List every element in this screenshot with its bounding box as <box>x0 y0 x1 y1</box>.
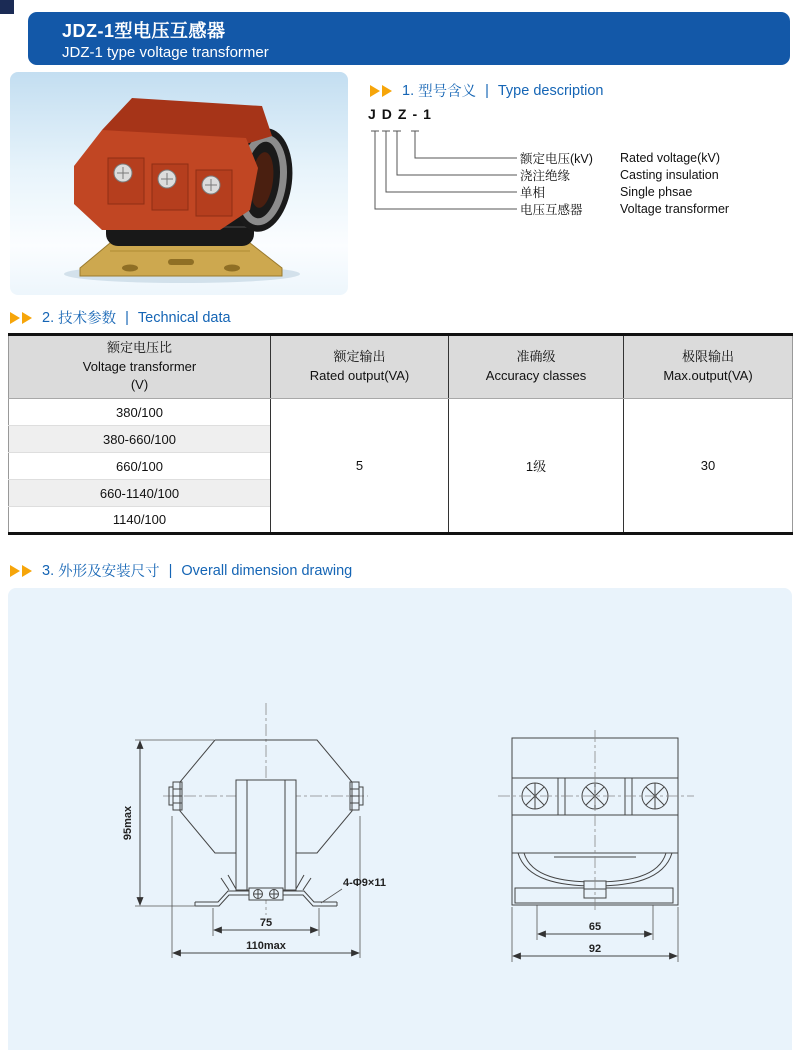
core-column <box>236 780 296 890</box>
max-output-cell: 30 <box>624 399 793 534</box>
accuracy-class-cell: 1级 <box>449 399 624 534</box>
legend-en: Rated voltage(kV) <box>620 151 721 165</box>
model-code: JDZ-1 <box>368 106 437 122</box>
dim-110max-label: 110max <box>246 940 286 952</box>
top-view-drawing <box>450 690 770 980</box>
page-header <box>28 12 790 65</box>
dim-hole-spacing <box>537 905 653 940</box>
legend-en: Single phsae <box>620 185 693 199</box>
legend-row <box>520 184 692 200</box>
section-title-en: Technical data <box>137 309 231 326</box>
front-view-drawing <box>100 690 420 980</box>
rated-output-cell: 5 <box>271 399 449 534</box>
double-arrow-icon <box>382 85 392 97</box>
double-arrow-icon <box>10 565 20 577</box>
voltage-ratio-cell: 380/100 <box>116 404 163 420</box>
legend-zh: 浇注绝缘 <box>520 169 571 183</box>
section-title-en: Overall dimension drawing <box>181 562 353 579</box>
col-header-accuracy-class: 准确级 Accuracy classes <box>449 335 624 399</box>
title-separator: | <box>485 82 489 99</box>
section-title-en: Type description <box>497 82 604 99</box>
slot-callout <box>321 877 386 903</box>
dim-92-label: 92 <box>588 943 602 955</box>
section-technical-data-title <box>10 307 231 328</box>
dim-95max-label: 95max <box>122 805 134 841</box>
dim-75-label: 75 <box>259 917 273 929</box>
technical-data-table <box>8 333 793 535</box>
legend-en: Casting insulation <box>620 168 719 182</box>
section-type-description-title <box>370 80 603 101</box>
product-photo-illustration <box>10 72 348 295</box>
col-header-rated-output: 额定输出 Rated output(VA) <box>271 335 449 399</box>
voltage-ratio-cell: 660/100 <box>116 458 163 474</box>
model-code-leader-lines <box>365 125 525 220</box>
voltage-ratio-cell: 380-660/100 <box>9 426 271 453</box>
section-title-zh: 型号含义 <box>418 84 477 100</box>
double-arrow-icon <box>370 85 380 97</box>
section-number: 3. <box>42 562 55 579</box>
dim-slots-label: 4-Φ9×11 <box>343 877 386 889</box>
legend-zh: 单相 <box>520 186 546 200</box>
table-row <box>9 399 793 426</box>
section-dimension-drawing-title <box>10 560 352 581</box>
dim-height <box>122 740 214 906</box>
title-separator: | <box>125 309 129 326</box>
dim-65-label: 65 <box>588 921 602 933</box>
title-separator: | <box>168 562 173 579</box>
col-header-max-output: 极限输出 Max.output(VA) <box>624 335 793 399</box>
double-arrow-icon <box>22 565 32 577</box>
legend-zh: 额定电压(kV) <box>520 152 593 166</box>
page-title-zh: JDZ-1型电压互感器 <box>62 20 226 41</box>
section-number: 2. <box>42 309 55 326</box>
bracket-center-screws <box>249 888 283 900</box>
double-arrow-icon <box>10 312 20 324</box>
voltage-ratio-cell: 660-1140/100 <box>9 480 271 507</box>
dim-hole-spacing <box>213 908 319 936</box>
col-header-voltage-ratio: 额定电压比 Voltage transformer (V) <box>9 335 271 399</box>
double-arrow-icon <box>22 312 32 324</box>
voltage-ratio-cell: 1140/100 <box>112 512 167 527</box>
legend-row <box>520 150 720 166</box>
legend-en: Voltage transformer <box>620 202 730 216</box>
legend-row <box>520 201 729 217</box>
table-header-row <box>9 335 793 399</box>
page-corner-mark <box>0 0 14 14</box>
section-title-zh: 外形及安装尺寸 <box>58 564 160 580</box>
product-photo <box>10 72 348 295</box>
legend-row <box>520 167 719 183</box>
legend-zh: 电压互感器 <box>520 203 583 217</box>
page-title-en: JDZ-1 type voltage transformer <box>62 43 269 61</box>
mounting-bracket <box>80 243 282 276</box>
section-title-zh: 技术参数 <box>58 311 117 327</box>
section-number: 1. <box>402 82 415 99</box>
